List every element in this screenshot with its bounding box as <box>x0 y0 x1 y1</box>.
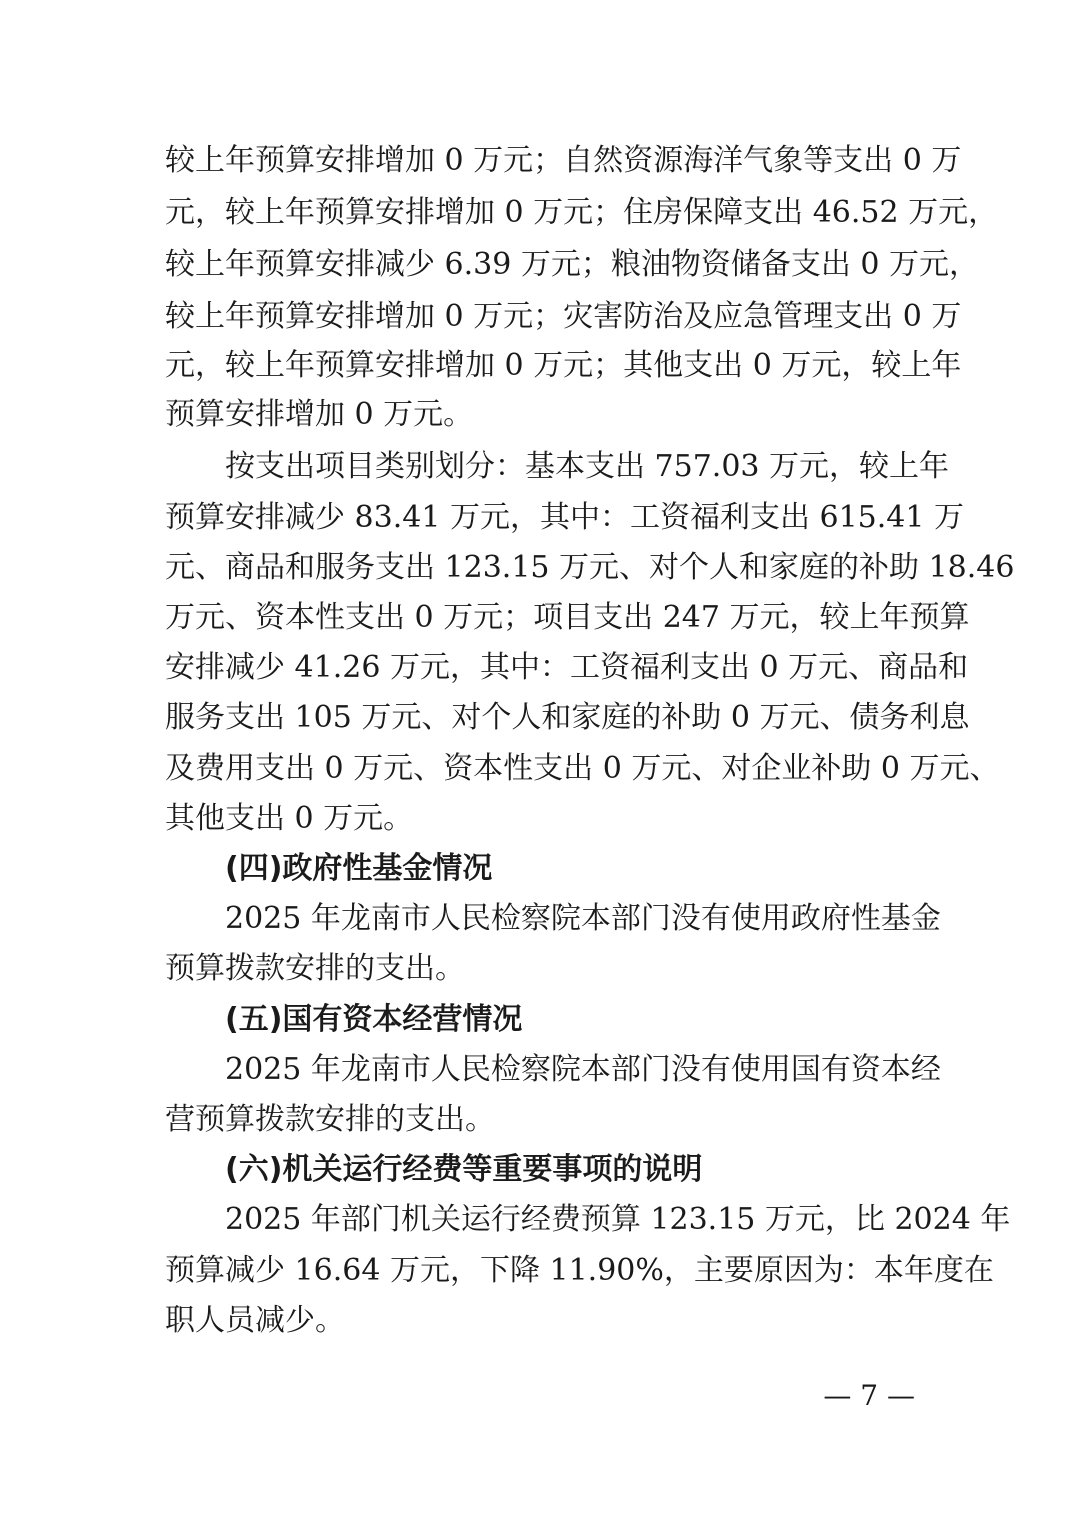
body-text-line: 按支出项目类别划分：基本支出 757.03 万元，较上年 <box>225 449 950 484</box>
page-number: — 7 — <box>823 1379 915 1412</box>
body-text-line: 安排减少 41.26 万元，其中：工资福利支出 0 万元、商品和 <box>165 650 969 685</box>
body-text-line: 及费用支出 0 万元、资本性支出 0 万元、对企业补助 0 万元、 <box>165 751 1000 786</box>
body-text-line: 较上年预算安排减少 6.39 万元；粮油物资储备支出 0 万元， <box>165 247 980 282</box>
body-text-line: 元，较上年预算安排增加 0 万元；住房保障支出 46.52 万元， <box>165 195 999 230</box>
body-text-line: 营预算拨款安排的支出。 <box>165 1102 495 1137</box>
body-text-line: 服务支出 105 万元、对个人和家庭的补助 0 万元、债务利息 <box>165 700 970 735</box>
body-text-line: 2025 年龙南市人民检察院本部门没有使用国有资本经 <box>225 1052 941 1087</box>
body-text-line: 预算减少 16.64 万元，下降 11.90%，主要原因为：本年度在 <box>165 1253 994 1288</box>
body-text-line: 预算拨款安排的支出。 <box>165 951 465 986</box>
section-heading: (五)国有资本经营情况 <box>225 1002 523 1037</box>
body-text-line: 较上年预算安排增加 0 万元；自然资源海洋气象等支出 0 万 <box>165 143 962 178</box>
body-text-line: 元、商品和服务支出 123.15 万元、对个人和家庭的补助 18.46 <box>165 550 1015 585</box>
body-text-line: 2025 年龙南市人民检察院本部门没有使用政府性基金 <box>225 901 941 936</box>
body-text-line: 其他支出 0 万元。 <box>165 801 414 836</box>
body-text-line: 较上年预算安排增加 0 万元；灾害防治及应急管理支出 0 万 <box>165 299 962 334</box>
section-heading: (六)机关运行经费等重要事项的说明 <box>225 1152 703 1187</box>
body-text-line: 职人员减少。 <box>165 1303 345 1338</box>
body-text-line: 2025 年部门机关运行经费预算 123.15 万元，比 2024 年 <box>225 1202 1011 1237</box>
body-text-line: 万元、资本性支出 0 万元；项目支出 247 万元，较上年预算 <box>165 600 970 635</box>
section-heading: (四)政府性基金情况 <box>225 851 493 886</box>
body-text-line: 预算安排减少 83.41 万元，其中：工资福利支出 615.41 万 <box>165 500 964 535</box>
body-text-line: 预算安排增加 0 万元。 <box>165 397 474 432</box>
body-text-line: 元，较上年预算安排增加 0 万元；其他支出 0 万元，较上年 <box>165 348 962 383</box>
